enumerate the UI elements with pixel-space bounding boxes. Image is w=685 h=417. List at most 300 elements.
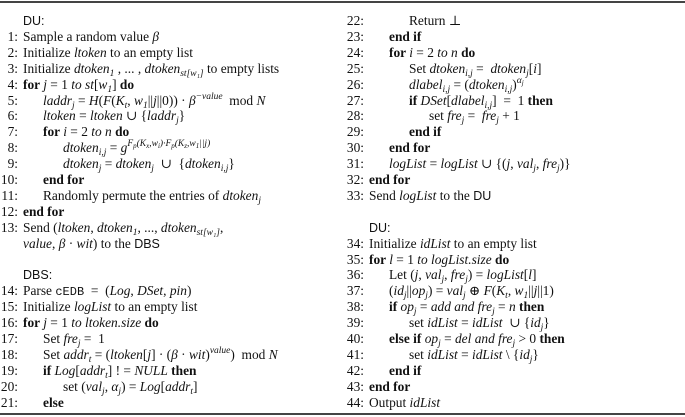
text-segment: DU xyxy=(473,188,492,203)
text-segment: pin xyxy=(169,283,187,299)
text-segment: idList xyxy=(427,346,458,362)
text-segment: if xyxy=(409,92,421,108)
text-segment: Log xyxy=(139,378,161,394)
text-segment: ||0)) · xyxy=(156,92,189,108)
text-segment: j xyxy=(529,354,533,365)
text-segment: j xyxy=(43,315,47,331)
text-segment: dtoken xyxy=(222,187,259,203)
text-segment: id xyxy=(393,283,404,299)
line-text xyxy=(369,172,410,188)
text-segment: Output xyxy=(369,394,410,410)
line-text xyxy=(63,139,211,159)
line-number: 15: xyxy=(0,299,18,315)
text-segment: j xyxy=(147,346,152,362)
text-segment: j xyxy=(540,323,544,334)
line-number: 33: xyxy=(346,187,364,203)
line-text xyxy=(389,267,537,286)
text-segment: then xyxy=(539,331,565,346)
line-text xyxy=(43,172,84,188)
line-number: 23: xyxy=(346,28,364,44)
text-segment: idList xyxy=(419,235,451,251)
line-text xyxy=(389,140,430,156)
line-number: 3: xyxy=(7,60,18,76)
text-segment: for xyxy=(43,124,64,140)
line-number: 13: xyxy=(0,219,18,235)
text-segment: logList xyxy=(73,299,112,315)
text-segment: Set xyxy=(409,60,430,76)
text-segment: (K xyxy=(136,139,147,150)
text-segment: to an empty list xyxy=(106,44,193,60)
text-segment: laddr xyxy=(147,108,177,124)
text-segment: Randomly permute the entries of xyxy=(43,187,223,203)
text-segment: set xyxy=(429,108,448,124)
text-segment: w xyxy=(98,76,108,92)
text-segment: , xyxy=(535,156,543,172)
line-text xyxy=(23,13,45,29)
text-segment: to an empty list xyxy=(111,299,198,315)
text-segment: to the xyxy=(436,187,474,203)
text-segment: del and fre xyxy=(454,331,513,346)
text-segment: fre xyxy=(481,108,497,124)
text-segment: logList xyxy=(389,156,427,172)
text-segment: j xyxy=(258,195,261,206)
text-segment: , xyxy=(163,283,170,299)
line-text xyxy=(23,299,197,315)
text-segment: Parse xyxy=(23,283,56,299)
text-segment: DU: xyxy=(369,220,391,235)
text-segment: j xyxy=(153,92,157,108)
text-segment: ,w xyxy=(149,139,158,150)
text-segment: , xyxy=(127,92,134,108)
text-segment: do xyxy=(119,76,135,92)
text-segment: j xyxy=(533,164,536,175)
text-segment: Log xyxy=(54,362,76,378)
algorithm-left-column xyxy=(0,0,340,417)
text-segment: dtoken xyxy=(115,156,152,172)
text-segment: j xyxy=(521,78,524,87)
line-number: 5: xyxy=(7,92,18,108)
line-text xyxy=(43,93,265,109)
text-segment: dtoken xyxy=(160,219,197,235)
text-segment: ltoken xyxy=(43,108,76,124)
text-segment: = 2 xyxy=(66,124,92,140)
text-segment: st[w₁] xyxy=(196,227,220,238)
text-segment: α xyxy=(111,378,119,394)
text-segment: DBS xyxy=(134,236,160,251)
text-segment: 1 xyxy=(107,84,113,95)
text-segment: , xyxy=(444,267,451,283)
line-number: 39: xyxy=(346,315,364,331)
text-segment: t xyxy=(505,291,508,302)
line-text xyxy=(63,379,198,395)
text-segment: 1 xyxy=(132,227,138,238)
text-segment: if xyxy=(389,299,401,315)
line-text xyxy=(389,283,554,302)
text-segment: i,j xyxy=(465,68,473,79)
line-text xyxy=(369,236,537,252)
text-segment: , xyxy=(507,283,515,299)
text-segment: ] xyxy=(193,378,198,394)
text-segment: id xyxy=(530,315,541,331)
text-segment: to n xyxy=(91,124,112,140)
text-segment: j xyxy=(461,116,465,127)
text-segment: i xyxy=(63,124,67,140)
text-segment: do xyxy=(144,315,159,331)
line-number: 18: xyxy=(0,346,18,362)
text-segment: [ xyxy=(93,76,99,92)
line-text xyxy=(369,379,410,395)
text-segment: fre xyxy=(450,267,466,283)
text-segment: do xyxy=(495,251,510,267)
line-number: 40: xyxy=(346,331,364,346)
line-number: 7: xyxy=(7,124,18,140)
line-number: 43: xyxy=(346,378,364,394)
line-number: 36: xyxy=(346,267,364,283)
text-segment: ( xyxy=(98,92,104,108)
text-segment: Initialize xyxy=(369,235,420,251)
text-segment: 1 xyxy=(142,100,148,111)
text-segment: ] · ( xyxy=(151,346,172,362)
text-segment: l xyxy=(389,251,393,267)
line-number: 31: xyxy=(346,156,364,172)
text-segment: } xyxy=(543,315,550,331)
text-segment: logList xyxy=(486,267,524,283)
line-text xyxy=(409,93,553,109)
text-segment: = 2 xyxy=(412,44,438,60)
text-segment: dlabel xyxy=(409,76,443,92)
text-segment: j xyxy=(98,164,102,175)
text-segment: , ..., xyxy=(137,219,161,235)
line-text xyxy=(23,45,193,61)
text-segment: ∪ { xyxy=(122,108,148,124)
text-segment: N xyxy=(256,92,266,108)
line-text xyxy=(43,108,186,127)
text-segment: ||j) xyxy=(199,139,211,150)
text-segment: end for xyxy=(389,140,431,156)
text-segment: dtoken xyxy=(144,60,181,76)
text-segment: j xyxy=(465,275,468,286)
line-text xyxy=(389,331,565,347)
text-segment: Send xyxy=(369,187,400,203)
text-segment: ] ! = xyxy=(107,362,135,378)
line-number: 28: xyxy=(346,108,364,124)
text-segment: idList xyxy=(472,346,503,362)
text-segment: val xyxy=(85,378,103,394)
text-segment: H xyxy=(88,92,99,108)
text-segment: j xyxy=(413,307,417,318)
text-segment: ltoken xyxy=(89,108,123,124)
line-text xyxy=(389,156,571,175)
text-segment: ltoken xyxy=(110,346,143,362)
text-segment: β xyxy=(188,92,196,108)
text-segment: addr xyxy=(165,378,191,394)
text-segment: Return ⊥ xyxy=(409,13,462,28)
text-segment: DBS: xyxy=(23,268,53,283)
text-segment: ) xyxy=(186,283,192,299)
text-segment: ⊕ xyxy=(465,283,484,299)
text-segment: β xyxy=(58,235,66,251)
text-segment: idList xyxy=(472,315,503,331)
line-number: 32: xyxy=(346,172,364,187)
text-segment: laddr xyxy=(43,92,73,108)
text-segment: t xyxy=(190,386,194,397)
text-segment: wit xyxy=(188,346,206,362)
text-segment: ] = 1 xyxy=(492,92,528,108)
text-segment: } xyxy=(532,346,539,362)
text-segment: j xyxy=(496,116,499,127)
text-segment: = xyxy=(426,156,441,172)
text-segment: set xyxy=(409,315,428,331)
text-segment: · xyxy=(177,346,189,362)
text-segment: ) mod xyxy=(230,346,269,362)
text-segment: = xyxy=(472,60,491,76)
text-segment: for xyxy=(389,44,410,60)
text-segment: wit xyxy=(76,235,93,251)
text-segment: = ( xyxy=(450,76,469,92)
line-number: 10: xyxy=(0,172,18,187)
text-segment: addr xyxy=(79,362,106,378)
text-segment: j xyxy=(512,339,516,349)
text-segment: } xyxy=(228,156,235,172)
line-number: 22: xyxy=(346,13,364,28)
text-segment: j xyxy=(506,156,511,172)
text-segment: i,j xyxy=(442,84,451,95)
text-segment: j xyxy=(102,386,105,397)
text-segment: to an empty list xyxy=(450,235,537,251)
line-number: 21: xyxy=(0,394,18,410)
text-segment: ) xyxy=(205,346,210,362)
text-segment: ) xyxy=(512,76,517,92)
text-segment: if xyxy=(43,362,55,378)
line-text xyxy=(23,29,159,45)
text-segment: i,j xyxy=(504,84,513,95)
line-text xyxy=(389,29,421,45)
text-segment: id xyxy=(519,346,530,362)
text-segment: end for xyxy=(369,378,411,394)
text-segment: , xyxy=(90,219,98,235)
text-segment: add and fre xyxy=(430,299,493,315)
line-number: 1: xyxy=(7,28,18,44)
text-segment: = 1 xyxy=(80,331,105,346)
text-segment: −value xyxy=(195,91,223,102)
text-segment: end if xyxy=(409,124,442,140)
text-segment: then xyxy=(171,362,197,378)
text-segment: dtoken xyxy=(490,60,527,76)
text-segment: end for xyxy=(43,172,85,187)
text-segment: for xyxy=(23,315,44,331)
text-segment: j xyxy=(533,283,538,299)
text-segment: = xyxy=(416,299,431,315)
text-segment: t xyxy=(105,370,108,381)
line-number: 25: xyxy=(346,60,364,76)
text-segment: j xyxy=(414,267,419,283)
text-segment: op xyxy=(400,299,414,315)
text-segment: to empty lists xyxy=(203,60,280,76)
text-segment: = xyxy=(101,156,116,172)
line-number: 12: xyxy=(0,203,18,219)
line-number: 11: xyxy=(1,187,18,203)
text-segment: ltoken xyxy=(73,44,107,60)
text-segment: dtoken xyxy=(63,140,99,156)
text-segment: = xyxy=(457,346,472,362)
line-text xyxy=(63,156,235,175)
text-segment: t xyxy=(124,100,128,111)
text-segment: , xyxy=(510,156,517,172)
text-segment: j xyxy=(463,291,466,302)
text-segment: j xyxy=(151,164,154,175)
text-segment: ( xyxy=(491,283,497,299)
text-segment: else xyxy=(43,394,64,410)
text-segment: i xyxy=(533,60,537,76)
text-segment: Initialize xyxy=(23,60,74,76)
text-segment: end for xyxy=(369,172,411,187)
text-segment: = xyxy=(464,108,482,124)
text-segment: ) = xyxy=(121,378,140,394)
text-segment: fre xyxy=(63,331,78,346)
text-segment: i,j xyxy=(220,164,229,175)
text-segment: ( xyxy=(111,92,116,108)
text-segment: n xyxy=(508,299,516,315)
text-segment: dtoken xyxy=(63,156,99,172)
text-segment: )} xyxy=(559,156,571,172)
text-segment: for xyxy=(369,251,390,267)
text-segment: dtoken xyxy=(184,156,221,172)
text-segment: (K xyxy=(174,139,185,150)
text-segment: j xyxy=(43,76,47,92)
text-segment: op xyxy=(424,331,439,346)
text-segment: \ { xyxy=(502,346,520,362)
text-segment: end for xyxy=(23,203,65,219)
text-segment: [ xyxy=(75,362,80,378)
text-segment: F xyxy=(127,139,134,150)
line-number: 42: xyxy=(346,362,364,378)
line-text xyxy=(23,283,191,300)
text-segment: p xyxy=(171,142,175,151)
text-segment: g xyxy=(120,140,128,156)
text-segment: logList xyxy=(399,187,437,203)
text-segment: 1 xyxy=(109,68,115,79)
text-segment: fre xyxy=(542,156,558,172)
text-segment: ] xyxy=(536,60,542,76)
line-text xyxy=(23,315,159,331)
text-segment: = xyxy=(494,299,509,315)
text-segment: β xyxy=(171,346,178,362)
line-number: 20: xyxy=(0,378,18,394)
text-segment: || xyxy=(147,92,154,108)
text-segment: F xyxy=(103,92,112,108)
text-segment: 1 xyxy=(523,291,529,302)
line-number: 34: xyxy=(346,235,364,251)
text-segment: do xyxy=(461,44,476,60)
text-segment: = xyxy=(106,140,121,156)
text-segment: addr xyxy=(63,346,89,362)
text-segment: || xyxy=(528,283,534,299)
text-segment: j xyxy=(492,307,495,318)
line-text xyxy=(409,61,541,77)
line-number: 41: xyxy=(346,346,364,362)
line-text xyxy=(409,347,539,363)
text-segment: , xyxy=(130,283,138,299)
text-segment: β xyxy=(152,28,160,44)
text-segment: value xyxy=(209,345,231,356)
text-segment: cEDB xyxy=(55,285,85,300)
text-segment: > 0 xyxy=(515,331,540,346)
text-segment: to n xyxy=(437,44,458,60)
text-segment: to logList.size xyxy=(417,251,492,267)
text-segment: dtoken xyxy=(97,219,133,235)
line-number: 17: xyxy=(0,331,18,346)
text-segment: ∪ { xyxy=(502,315,531,331)
text-segment: mod xyxy=(222,92,257,108)
line-text xyxy=(43,347,278,363)
text-segment: else if xyxy=(389,331,425,346)
text-segment: w xyxy=(514,283,524,299)
line-text xyxy=(389,45,475,61)
text-segment: val xyxy=(425,267,442,283)
line-text xyxy=(389,363,421,379)
text-segment: i,j xyxy=(484,100,493,111)
text-segment: [ xyxy=(528,60,534,76)
text-segment: fre xyxy=(447,108,462,124)
text-segment: )·F xyxy=(159,139,172,150)
text-segment: NULL xyxy=(134,362,168,378)
text-segment: st[w₁] xyxy=(180,68,204,79)
line-text xyxy=(409,124,441,140)
line-number: 9: xyxy=(7,156,18,172)
text-segment: ∪ {( xyxy=(477,156,507,172)
text-segment: end if xyxy=(389,28,422,44)
text-segment: , ... , xyxy=(114,60,145,76)
text-segment: p xyxy=(133,142,137,151)
text-segment: val xyxy=(446,283,464,299)
text-segment: x xyxy=(146,142,150,151)
text-segment: j xyxy=(557,164,560,175)
line-number: 19: xyxy=(0,362,18,378)
text-segment: ) = xyxy=(467,267,487,283)
text-segment: DU: xyxy=(23,14,45,28)
line-text xyxy=(369,220,391,236)
text-segment: α xyxy=(516,75,522,86)
text-segment: ] xyxy=(112,76,120,92)
text-segment: j xyxy=(526,68,529,79)
text-segment: j xyxy=(403,291,407,302)
text-segment: = xyxy=(75,108,90,124)
line-text xyxy=(23,220,223,236)
line-number: 37: xyxy=(346,283,364,299)
line-text xyxy=(369,188,491,204)
text-segment: i,j xyxy=(98,148,107,159)
line-text xyxy=(429,108,520,127)
text-segment: K xyxy=(496,283,506,299)
text-segment: l xyxy=(528,267,532,283)
line-number: 16: xyxy=(0,315,18,331)
text-segment: dtoken xyxy=(73,60,110,76)
text-segment: N xyxy=(268,346,278,362)
text-segment: w xyxy=(134,92,143,108)
text-segment: dtoken xyxy=(429,60,466,76)
text-segment: end if xyxy=(389,362,422,378)
line-text xyxy=(409,13,461,29)
line-number: 29: xyxy=(346,124,364,140)
line-text xyxy=(369,252,509,268)
text-segment: j xyxy=(425,291,428,302)
text-segment: ] xyxy=(531,267,537,283)
text-segment: set xyxy=(409,346,428,362)
text-segment: value xyxy=(23,235,52,251)
text-segment: idList xyxy=(427,315,458,331)
text-segment: to st xyxy=(71,76,94,92)
text-segment: op xyxy=(411,283,426,299)
